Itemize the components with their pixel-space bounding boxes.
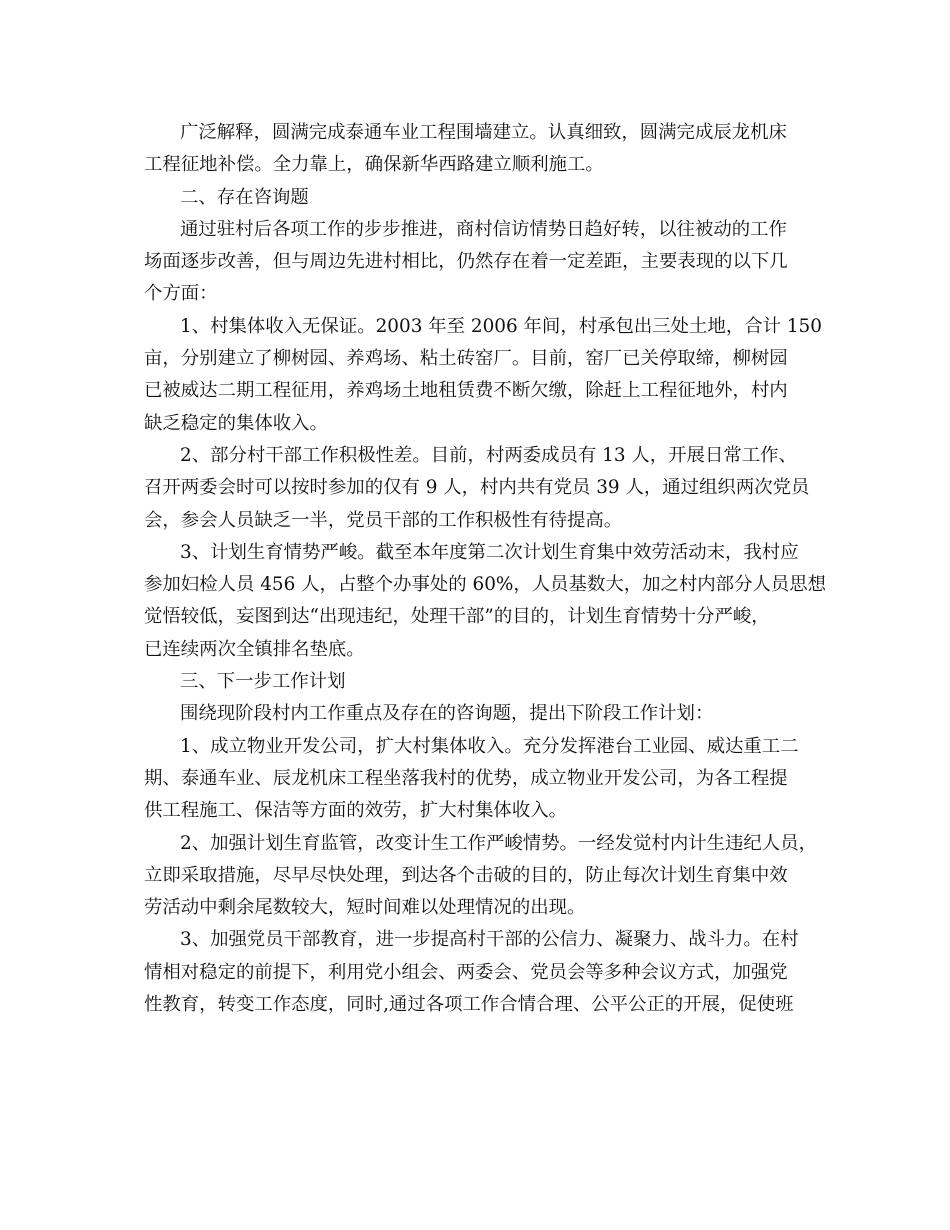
section-heading: 三、下一步工作计划 (180, 671, 346, 693)
body-line: 通过驻村后各项工作的步步推进，商村信访情势日趋好转，以往被动的工作 (180, 218, 787, 240)
body-line: 已连续两次全镇排名垫底。 (144, 638, 365, 660)
body-line: 劳活动中剩余尾数较大，短时间难以处理情况的出现。 (144, 897, 586, 919)
body-line: 亩，分别建立了柳树园、养鸡场、粘土砖窑厂。目前，窑厂已关停取缔，柳树园 (144, 348, 788, 370)
body-line: 性教育，转变工作态度，同时,通过各项工作合情合理、公平公正的开展，促使班 (144, 994, 794, 1016)
document-body (144, 117, 827, 1021)
body-line: 场面逐步改善，但与周边先进村相比，仍然存在着一定差距，主要表现的以下几 (144, 251, 788, 273)
body-line: 2、加强计划生育监管，改变计生工作严峻情势。一经发觉村内计生违纪人员， (180, 832, 817, 854)
body-line: 缺乏稳定的集体收入。 (144, 412, 328, 434)
body-line: 情相对稳定的前提下，利用党小组会、两委会、党员会等多种会议方式，加强党 (144, 961, 788, 983)
body-line: 会，参会人员缺乏一半，党员干部的工作积极性有待提高。 (144, 509, 623, 531)
body-line: 期、泰通车业、辰龙机床工程坐落我村的优势，成立物业开发公司，为各工程提 (144, 767, 788, 789)
body-line: 广泛解释，圆满完成泰通车业工程围墙建立。认真细致，圆满完成辰龙机床 (180, 122, 787, 143)
section-heading: 二、存在咨询题 (180, 186, 309, 208)
body-line: 觉悟较低，妄图到达“出现违纪，处理干部”的目的，计划生育情势十分严峻， (144, 606, 770, 628)
body-line: 3、加强党员干部教育，进一步提高村干部的公信力、凝聚力、战斗力。在村 (180, 929, 799, 951)
body-line: 1、村集体收入无保证。2003 年至 2006 年间，村承包出三处土地，合计 150 (180, 315, 822, 337)
body-line: 个方面： (144, 283, 218, 305)
body-line: 3、计划生育情势严峻。截至本年度第二次计划生育集中效劳活动末，我村应 (180, 541, 799, 563)
body-line: 立即采取措施，尽早尽快处理，到达各个击破的目的，防止每次计划生育集中效 (144, 864, 788, 886)
body-line: 围绕现阶段村内工作重点及存在的咨询题，提出下阶段工作计划： (180, 703, 714, 725)
body-line: 2、部分村干部工作积极性差。目前，村两委成员有 13 人，开展日常工作、 (180, 444, 797, 466)
body-line: 召开两委会时可以按时参加的仅有 9 人，村内共有党员 39 人，通过组织两次党员 (144, 477, 810, 499)
body-line: 已被威达二期工程征用，养鸡场土地租赁费不断欠缴，除赶上工程征地外，村内 (144, 380, 788, 402)
body-line: 参加妇检人员 456 人，占整个办事处的 60%，人员基数大，加之村内部分人员思想 (144, 574, 827, 596)
body-line: 工程征地补偿。全力靠上，确保新华西路建立顺利施工。 (144, 154, 604, 176)
body-line: 供工程施工、保洁等方面的效劳，扩大村集体收入。 (144, 800, 567, 822)
body-line: 1、成立物业开发公司，扩大村集体收入。充分发挥港台工业园、威达重工二 (180, 735, 799, 757)
